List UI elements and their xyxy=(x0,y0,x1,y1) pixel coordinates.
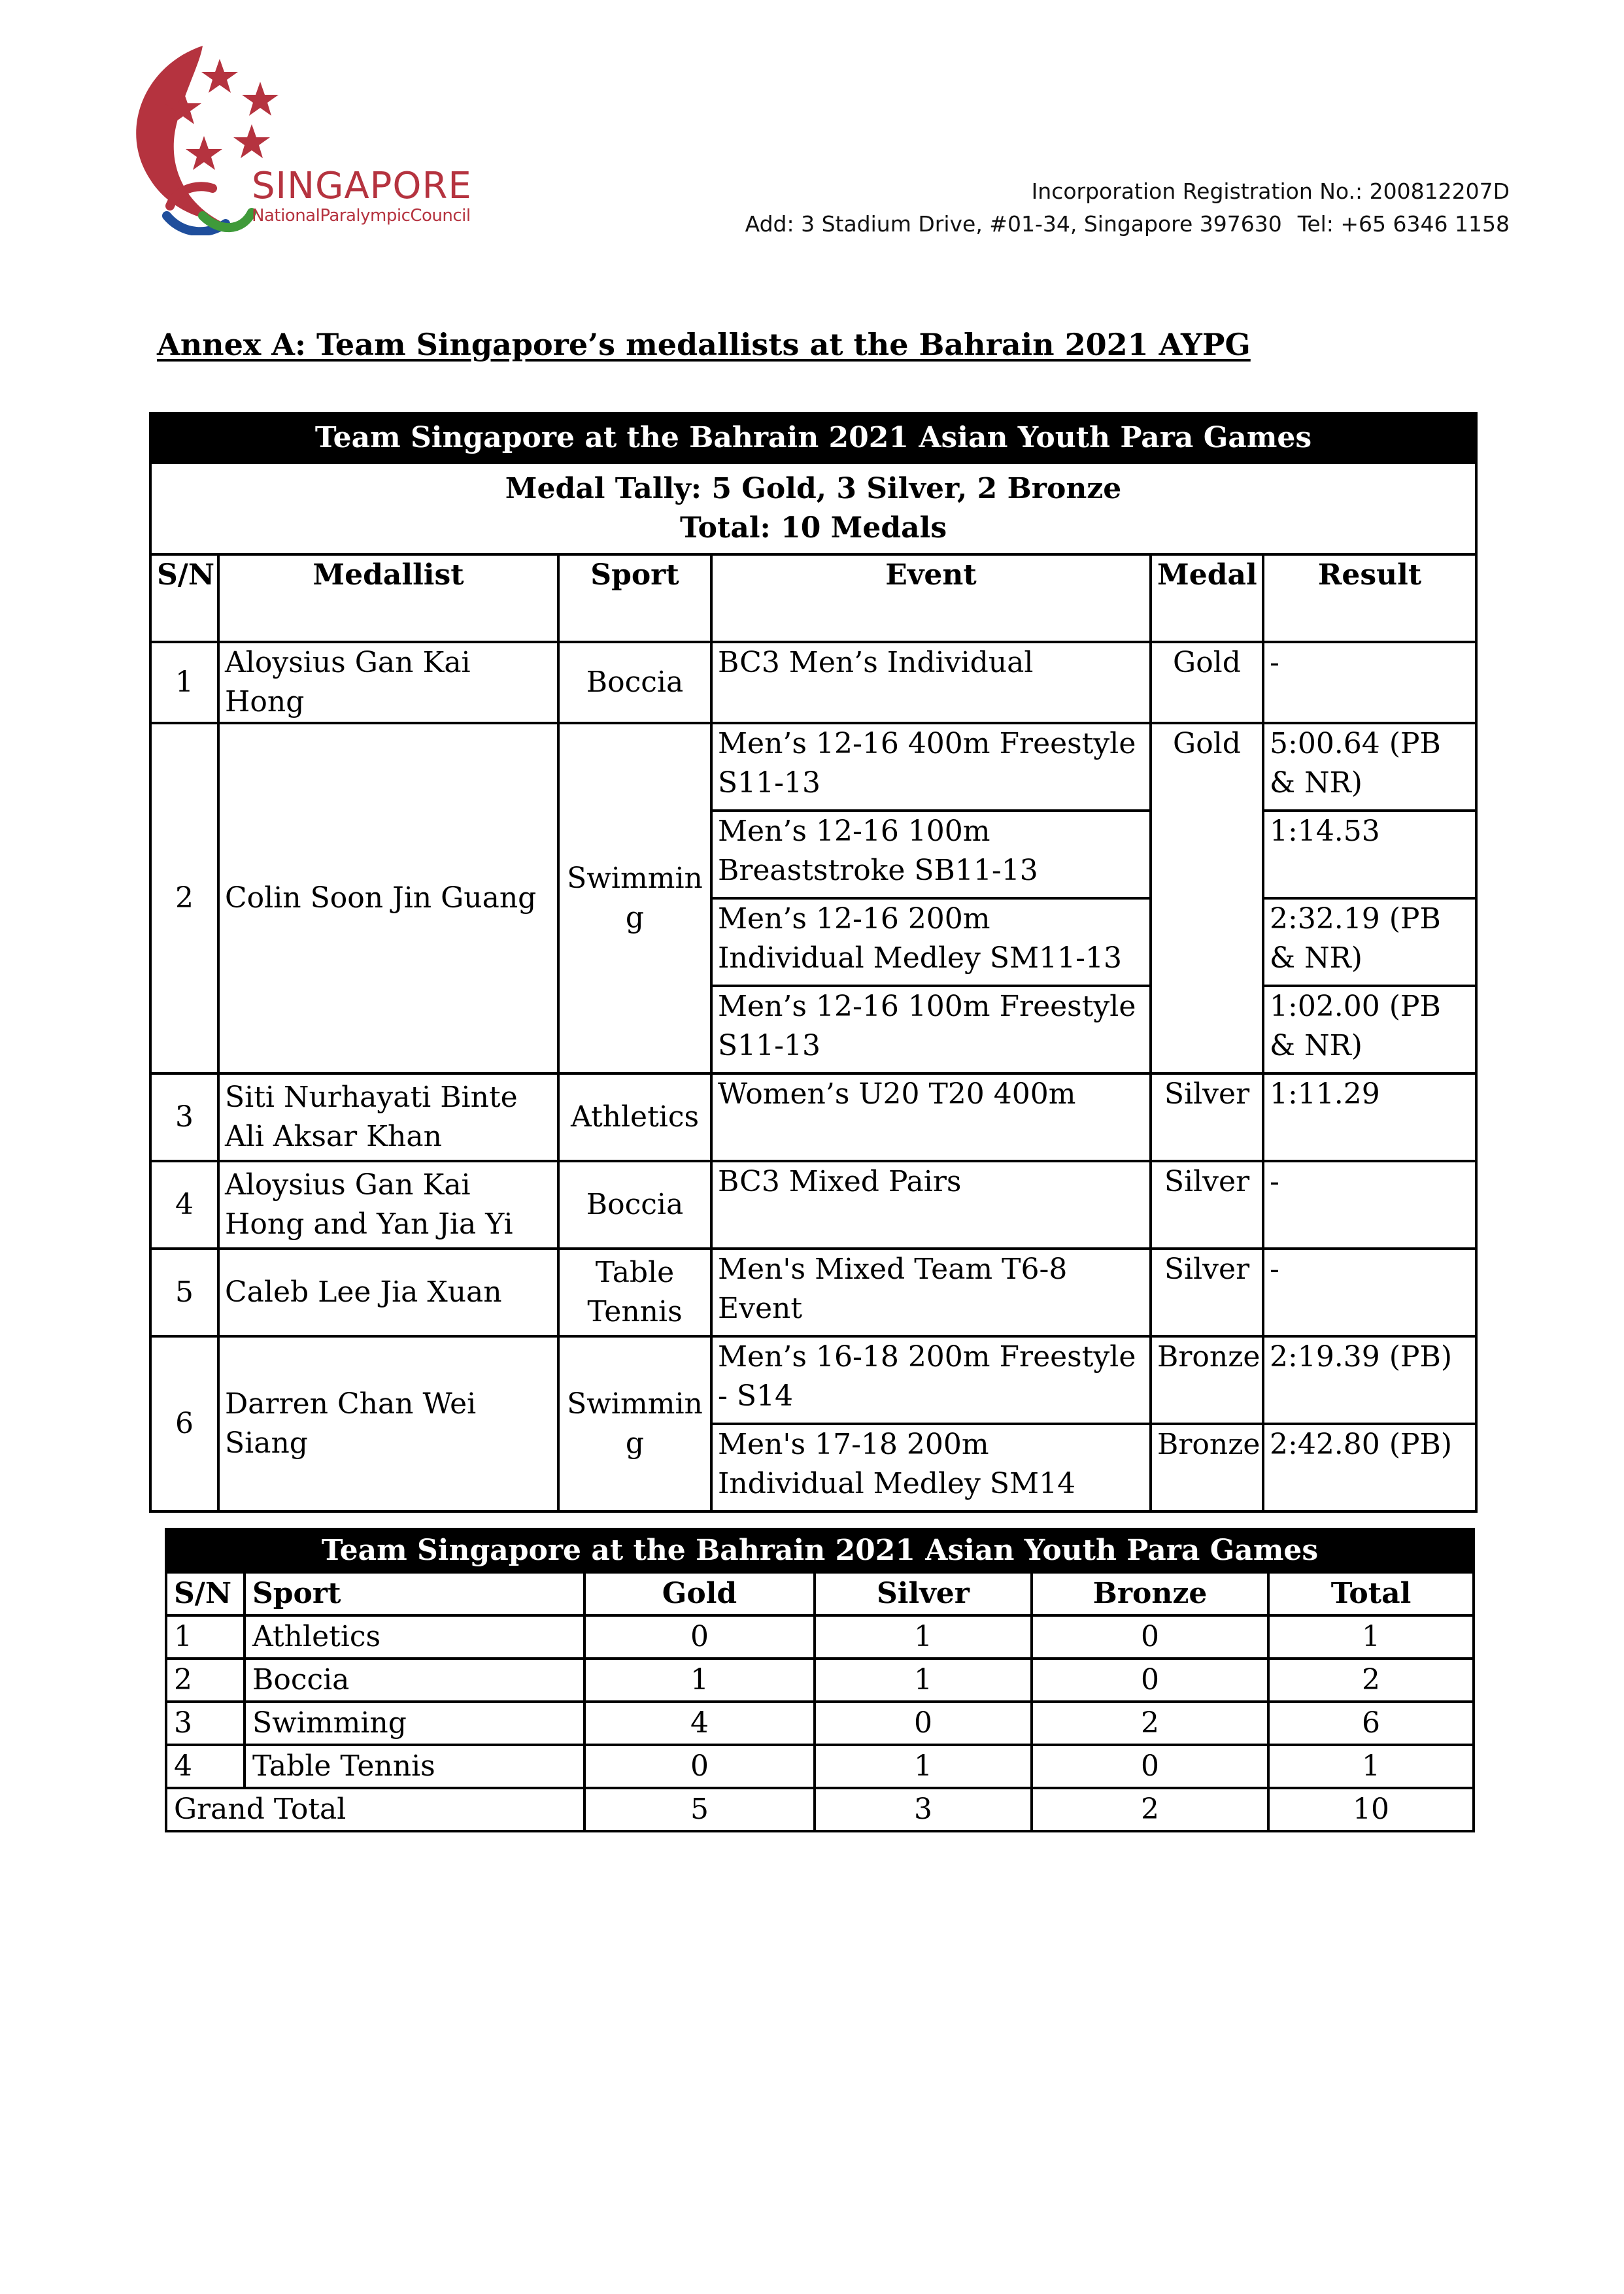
col-header-total: Total xyxy=(1268,1572,1474,1615)
star-icon xyxy=(233,124,270,158)
cell-bronze: 0 xyxy=(1032,1615,1268,1659)
cell-sn: 4 xyxy=(166,1745,245,1788)
table-row xyxy=(166,1659,1474,1702)
cell-bronze: 0 xyxy=(1032,1659,1268,1702)
cell-sn: 2 xyxy=(150,723,218,1073)
logo-text xyxy=(252,167,472,226)
cell-result: 1:02.00 (PB & NR) xyxy=(1263,986,1476,1073)
cell-sport: Table Tennis xyxy=(558,1249,711,1336)
cell-total: 1 xyxy=(1268,1615,1474,1659)
cell-sport: Swimming xyxy=(245,1702,584,1745)
col-header-gold: Gold xyxy=(584,1572,815,1615)
grand-total-total: 10 xyxy=(1268,1788,1474,1831)
annex-title: Annex A: Team Singapore’s medallists at the Bahrain 2021 AYPG xyxy=(157,327,1251,362)
grand-total-gold: 5 xyxy=(584,1788,815,1831)
table-row xyxy=(150,723,1476,811)
col-header-silver: Silver xyxy=(815,1572,1032,1615)
address-line xyxy=(745,208,1510,241)
grand-total-bronze: 2 xyxy=(1032,1788,1268,1831)
cell-gold: 1 xyxy=(584,1659,815,1702)
cell-sport: Swimming xyxy=(558,723,711,1073)
table-row xyxy=(166,1745,1474,1788)
cell-event: BC3 Mixed Pairs xyxy=(711,1161,1151,1249)
cell-event: Men’s 12-16 100m Breaststroke SB11-13 xyxy=(711,811,1151,898)
cell-event: Men’s 16-18 200m Freestyle - S14 xyxy=(711,1336,1151,1424)
cell-gold: 0 xyxy=(584,1745,815,1788)
grand-total-row xyxy=(166,1788,1474,1831)
cell-medal: Silver xyxy=(1151,1249,1263,1336)
table-row xyxy=(150,1249,1476,1336)
col-header-medallist: Medallist xyxy=(218,554,558,642)
col-header-sport: Sport xyxy=(245,1572,584,1615)
cell-result: - xyxy=(1263,1249,1476,1336)
cell-silver: 1 xyxy=(815,1659,1032,1702)
cell-sport: Boccia xyxy=(558,642,711,723)
cell-medal: Silver xyxy=(1151,1073,1263,1161)
cell-result: - xyxy=(1263,642,1476,723)
star-icon xyxy=(242,82,279,116)
cell-result: 2:19.39 (PB) xyxy=(1263,1336,1476,1424)
medal-tally-line: Medal Tally: 5 Gold, 3 Silver, 2 Bronze xyxy=(505,472,1122,505)
col-header-event: Event xyxy=(711,554,1151,642)
table-row xyxy=(166,1615,1474,1659)
cell-sn: 3 xyxy=(166,1702,245,1745)
cell-event: BC3 Men’s Individual xyxy=(711,642,1151,723)
address: Add: 3 Stadium Drive, #01-34, Singapore 397630 xyxy=(745,211,1282,237)
registration-number: Incorporation Registration No.: 200812207D xyxy=(1031,178,1510,204)
summary-table-title: Team Singapore at the Bahrain 2021 Asian Youth Para Games xyxy=(166,1529,1474,1572)
cell-event: Women’s U20 T20 400m xyxy=(711,1073,1151,1161)
medal-total-line: Total: 10 Medals xyxy=(679,511,947,545)
table-row xyxy=(150,642,1476,723)
cell-sport: Swimming xyxy=(558,1336,711,1511)
cell-sn: 1 xyxy=(166,1615,245,1659)
cell-total: 6 xyxy=(1268,1702,1474,1745)
cell-result: 1:11.29 xyxy=(1263,1073,1476,1161)
cell-medal: Gold xyxy=(1151,642,1263,723)
cell-sn: 5 xyxy=(150,1249,218,1336)
medallists-table xyxy=(149,412,1478,1513)
col-header-sn: S/N xyxy=(150,554,218,642)
table-row xyxy=(166,1702,1474,1745)
cell-event: Men’s 12-16 400m Freestyle S11-13 xyxy=(711,723,1151,811)
cell-event: Men’s 12-16 200m Individual Medley SM11-13 xyxy=(711,898,1151,986)
logo-line-singapore: SINGAPORE xyxy=(252,165,472,207)
cell-gold: 0 xyxy=(584,1615,815,1659)
table-row xyxy=(150,1161,1476,1249)
cell-medallist: Colin Soon Jin Guang xyxy=(218,723,558,1073)
cell-result: 2:32.19 (PB & NR) xyxy=(1263,898,1476,986)
col-header-result: Result xyxy=(1263,554,1476,642)
header-info xyxy=(745,175,1510,241)
col-header-medal: Medal xyxy=(1151,554,1263,642)
cell-medallist: Darren Chan Wei Siang xyxy=(218,1336,558,1511)
star-icon xyxy=(186,136,222,170)
cell-result: - xyxy=(1263,1161,1476,1249)
cell-sn: 2 xyxy=(166,1659,245,1702)
grand-total-label: Grand Total xyxy=(166,1788,584,1831)
cell-total: 2 xyxy=(1268,1659,1474,1702)
cell-sn: 1 xyxy=(150,642,218,723)
cell-sport: Athletics xyxy=(245,1615,584,1659)
col-header-sport: Sport xyxy=(558,554,711,642)
cell-sport: Table Tennis xyxy=(245,1745,584,1788)
medallists-table-title: Team Singapore at the Bahrain 2021 Asian Youth Para Games xyxy=(150,413,1476,463)
table-row xyxy=(150,1336,1476,1424)
cell-medal: Silver xyxy=(1151,1161,1263,1249)
cell-silver: 1 xyxy=(815,1615,1032,1659)
cell-medallist: Aloysius Gan Kai Hong and Yan Jia Yi xyxy=(218,1161,558,1249)
cell-sn: 3 xyxy=(150,1073,218,1161)
col-header-bronze: Bronze xyxy=(1032,1572,1268,1615)
table-header-row xyxy=(150,554,1476,642)
cell-gold: 4 xyxy=(584,1702,815,1745)
cell-medallist: Siti Nurhayati Binte Ali Aksar Khan xyxy=(218,1073,558,1161)
cell-sport: Boccia xyxy=(558,1161,711,1249)
cell-result: 1:14.53 xyxy=(1263,811,1476,898)
logo-line-council: NationalParalympicCouncil xyxy=(252,206,471,226)
cell-silver: 0 xyxy=(815,1702,1032,1745)
cell-medallist: Aloysius Gan Kai Hong xyxy=(218,642,558,723)
cell-sport: Boccia xyxy=(245,1659,584,1702)
telephone: Tel: +65 6346 1158 xyxy=(1297,211,1510,237)
cell-medal: Bronze xyxy=(1151,1336,1263,1424)
cell-event: Men's Mixed Team T6-8 Event xyxy=(711,1249,1151,1336)
cell-sn: 4 xyxy=(150,1161,218,1249)
cell-silver: 1 xyxy=(815,1745,1032,1788)
grand-total-silver: 3 xyxy=(815,1788,1032,1831)
cell-sn: 6 xyxy=(150,1336,218,1511)
cell-medallist: Caleb Lee Jia Xuan xyxy=(218,1249,558,1336)
cell-bronze: 0 xyxy=(1032,1745,1268,1788)
cell-bronze: 2 xyxy=(1032,1702,1268,1745)
cell-medal: Bronze xyxy=(1151,1424,1263,1511)
star-icon xyxy=(201,59,238,93)
col-header-sn: S/N xyxy=(166,1572,245,1615)
cell-event: Men's 17-18 200m Individual Medley SM14 xyxy=(711,1424,1151,1511)
cell-event: Men’s 12-16 100m Freestyle S11-13 xyxy=(711,986,1151,1073)
cell-medal: Gold xyxy=(1151,723,1263,1073)
cell-sport: Athletics xyxy=(558,1073,711,1161)
cell-total: 1 xyxy=(1268,1745,1474,1788)
medal-tally xyxy=(150,463,1476,554)
medal-summary-table xyxy=(165,1528,1475,1832)
summary-header-row xyxy=(166,1572,1474,1615)
cell-result: 5:00.64 (PB & NR) xyxy=(1263,723,1476,811)
table-row xyxy=(150,1073,1476,1161)
cell-result: 2:42.80 (PB) xyxy=(1263,1424,1476,1511)
